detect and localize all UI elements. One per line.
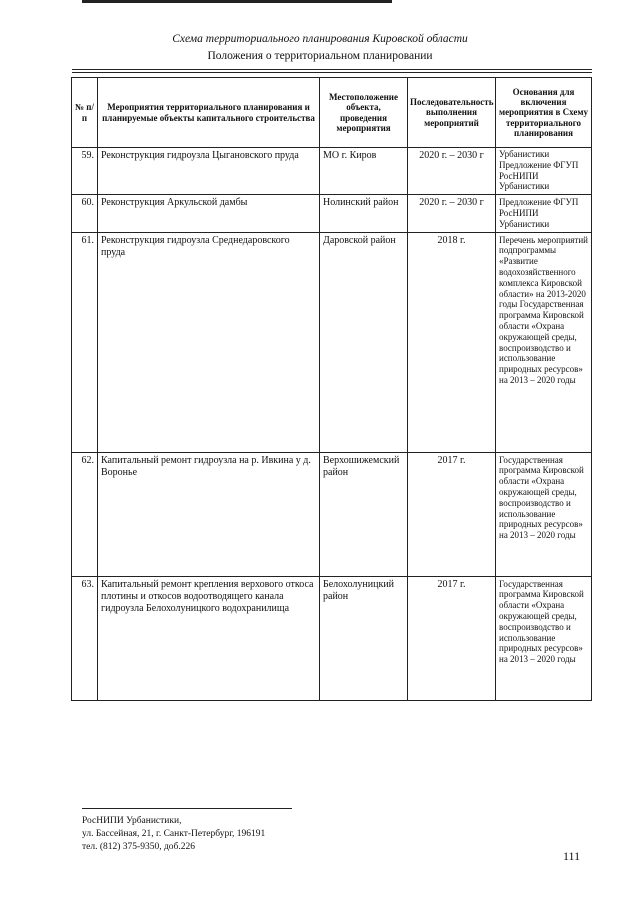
row-event: Капитальный ремонт гидроузла на р. Ивкина у д. Воронье: [98, 452, 320, 576]
row-period: 2017 г.: [408, 576, 496, 700]
row-basis: Государственная программа Кировской области «Охрана окружающей среды, воспроизводство и использование природных ресурсов» на 2013 – 2020 годы: [496, 576, 592, 700]
col-header-period: Последовательность выполнения мероприятий: [408, 78, 496, 148]
table-row: [72, 195, 592, 232]
planning-table: [71, 77, 592, 701]
page-number: 111: [563, 849, 581, 863]
footer-block: [82, 815, 265, 853]
row-num: 59.: [72, 148, 98, 195]
row-event: Капитальный ремонт крепления верхового откоса плотины и откосов водоотводящего канала гидроузла Белохолуницкого водохранилища: [98, 576, 320, 700]
row-location: МО г. Киров: [320, 148, 408, 195]
row-num: 61.: [72, 232, 98, 452]
col-header-location: Местоположение объекта, проведения мероприятия: [320, 78, 408, 148]
row-basis-cell: [496, 148, 592, 195]
footer-address: ул. Бассейная, 21, г. Санкт-Петербург, 196191: [82, 828, 266, 839]
row-location: Белохолуницкий район: [320, 576, 408, 700]
footer-phone: тел. (812) 375-9350, доб.226: [82, 841, 196, 852]
document-title: Схема территориального планирования Кировской области: [172, 33, 468, 45]
row-basis: Перечень мероприятий подпрограммы «Развитие водохозяйственного комплекса Кировской области» на 2013-2020 годы Государственная программа Кировской области «Охрана окружающей среды, воспроизводство и использование природных ресурсов» на 2013 – 2020 годы: [496, 232, 592, 452]
row-period: 2020 г. – 2030 г: [408, 148, 496, 195]
row-period: 2020 г. – 2030 г: [408, 195, 496, 232]
footer-rule: [82, 808, 292, 809]
row-num: 60.: [72, 195, 98, 232]
table-row: [72, 232, 592, 452]
footer-org: РосНИПИ Урбанистики,: [82, 816, 182, 826]
col-header-basis: Основания для включения мероприятия в Схему территориального планирования: [496, 78, 592, 148]
document-subtitle: Положения о территориальном планировании: [207, 50, 433, 62]
col-header-event: Мероприятия территориального планирования и планируемые объекты капитального строительства: [98, 78, 320, 148]
row-num: 62.: [72, 452, 98, 576]
col-header-num: № п/п: [72, 78, 98, 148]
table-header-row: [72, 78, 592, 148]
row-basis: Предложение ФГУП РосНИПИ Урбанистики: [499, 159, 579, 192]
row-period: 2017 г.: [408, 452, 496, 576]
row-event: Реконструкция гидроузла Цыгановского пруда: [98, 148, 320, 195]
row-location: Верхошижемский район: [320, 452, 408, 576]
row-location: Даровской район: [320, 232, 408, 452]
table-row: [72, 452, 592, 576]
table-row: [72, 576, 592, 700]
row-basis: Предложение ФГУП РосНИПИ Урбанистики: [496, 195, 592, 232]
top-border-line: [82, 0, 392, 3]
row-num: 63.: [72, 576, 98, 700]
row-location: Нолинский район: [320, 195, 408, 232]
header-rule: [72, 69, 592, 70]
table-row: [72, 148, 592, 195]
carry-over-text: Урбанистики: [499, 149, 550, 159]
row-event: Реконструкция Аркульской дамбы: [98, 195, 320, 232]
header-rule-second: [72, 72, 592, 73]
row-event: Реконструкция гидроузла Среднедаровского пруда: [98, 232, 320, 452]
row-period: 2018 г.: [408, 232, 496, 452]
row-basis: Государственная программа Кировской области «Охрана окружающей среды, воспроизводство и использование природных ресурсов» на 2013 – 2020 годы: [496, 452, 592, 576]
